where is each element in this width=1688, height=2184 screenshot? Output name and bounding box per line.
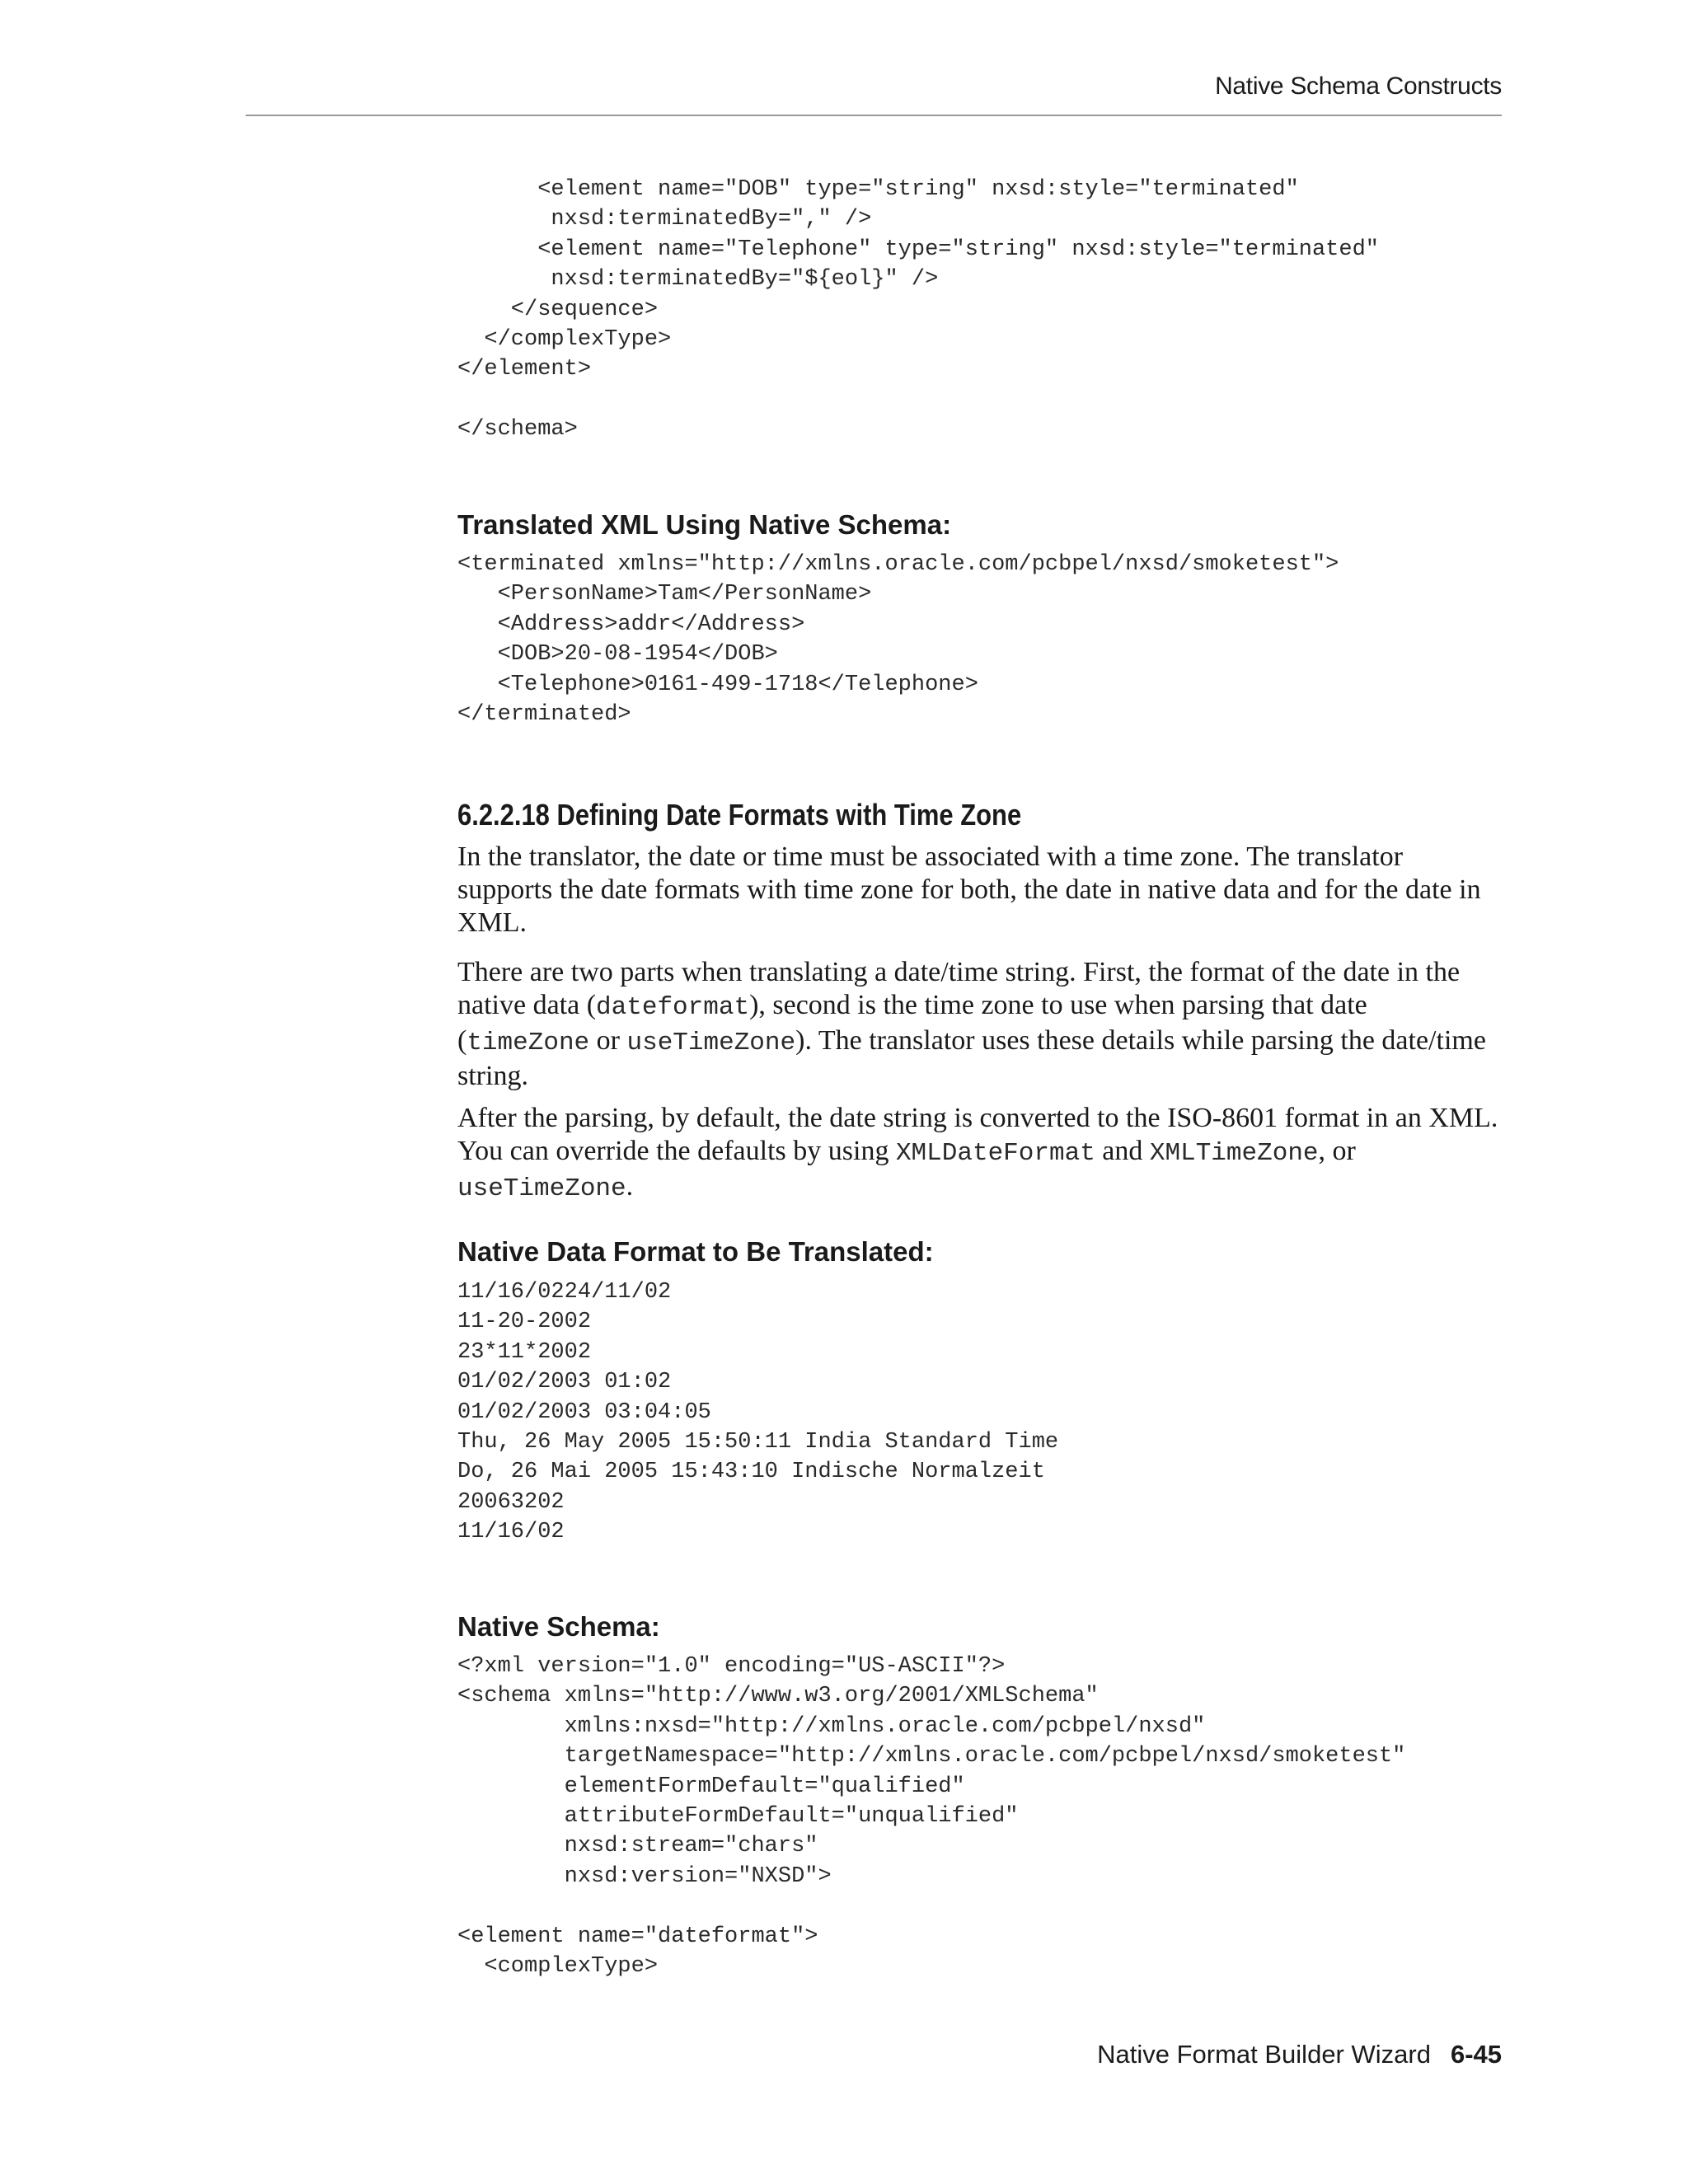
native-data-heading: Native Data Format to Be Translated: bbox=[457, 1236, 934, 1267]
paragraph-after-parsing bbox=[457, 1102, 1504, 1206]
paragraph-text: ), second is the time zone to use when parsing that date ( bbox=[457, 990, 1367, 1056]
paragraph-text: , or bbox=[1318, 1136, 1356, 1166]
native-schema-heading: Native Schema: bbox=[457, 1611, 660, 1642]
page-number: 6-45 bbox=[1450, 2040, 1502, 2069]
inline-code-xmltimezone: XMLTimeZone bbox=[1149, 1139, 1319, 1168]
section-heading bbox=[457, 798, 1021, 832]
paragraph-text: After the parsing, by default, the date string is converted to the ISO-8601 format in an XML. You can override the defaults by using bbox=[457, 1103, 1498, 1166]
code-block-native-schema: <?xml version="1.0" encoding="US-ASCII"?> <schema xmlns="http://www.w3.org/2001/XMLSchema" xmlns:nxsd="http://xmlns.oracle.com/pcbpel/nxsd" targetNamespace="http://xmlns.oracle.com/pcbpel/nxsd/smoketest" elementFormDefault="qualified" attributeFormDefault="unqualified" nxsd:stream="chars" nxsd:version="NXSD"> <element name="dateformat"> <complexType> bbox=[457, 1654, 1406, 1980]
page-footer bbox=[1097, 2040, 1502, 2069]
section-title: Defining Date Formats with Time Zone bbox=[556, 798, 1022, 832]
header-divider bbox=[246, 115, 1502, 116]
section-number: 6.2.2.18 bbox=[457, 798, 550, 832]
paragraph-text: and bbox=[1095, 1136, 1150, 1166]
paragraph-time-zone-intro: In the translator, the date or time must be associated with a time zone. The translator supports the date formats with time zone for both, the date in native data and for the date in XML. bbox=[457, 841, 1481, 938]
paragraph-text: ). The translator uses these details while parsing the date/time string. bbox=[457, 1025, 1486, 1091]
inline-code-dateformat: dateformat bbox=[596, 993, 750, 1022]
running-header: Native Schema Constructs bbox=[1215, 73, 1502, 100]
paragraph-two-parts bbox=[457, 956, 1504, 1093]
code-block-native-data: 11/16/0224/11/02 11-20-2002 23*11*2002 01/02/2003 01:02 01/02/2003 03:04:05 Thu, 26 May 2005 15:50:11 India Standard Time Do, 26 Mai 2005 15:43:10 Indische Normalzeit 20063202 11/16/02 bbox=[457, 1280, 1059, 1545]
paragraph-text: or bbox=[589, 1025, 627, 1056]
inline-code-usetimezone: useTimeZone bbox=[457, 1174, 626, 1203]
translated-xml-heading: Translated XML Using Native Schema: bbox=[457, 509, 952, 540]
paragraph-text: There are two parts when translating a date/time string. First, the format of the date in the native data ( bbox=[457, 957, 1461, 1020]
inline-code-xmldateformat: XMLDateFormat bbox=[895, 1139, 1095, 1168]
inline-code-timezone: timeZone bbox=[467, 1029, 590, 1057]
footer-title: Native Format Builder Wizard bbox=[1097, 2040, 1431, 2069]
code-block-schema-end: <element name="DOB" type="string" nxsd:style="terminated" nxsd:terminatedBy="," /> <element name="Telephone" type="string" nxsd:style="terminated" nxsd:terminatedBy="${eol}" /> </sequence> </complexType> </element> </schema> bbox=[457, 177, 1379, 443]
paragraph-text: . bbox=[626, 1171, 634, 1202]
inline-code-usetimezone: useTimeZone bbox=[626, 1029, 796, 1057]
code-block-translated-xml: <terminated xmlns="http://xmlns.oracle.com/pcbpel/nxsd/smoketest"> <PersonName>Tam</PersonName> <Address>addr</Address> <DOB>20-08-1954</DOB> <Telephone>0161-499-1718</Telephone> </terminated> bbox=[457, 552, 1339, 728]
